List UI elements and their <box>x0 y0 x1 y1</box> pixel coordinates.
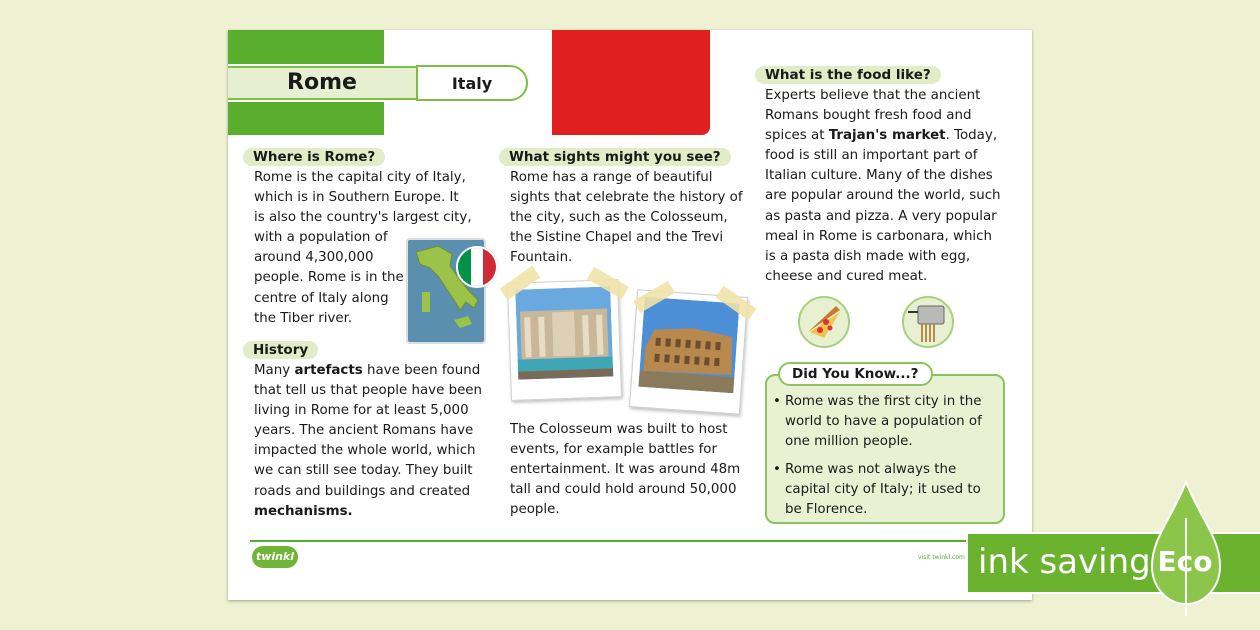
fact-item <box>773 392 995 452</box>
flag-green-stripe-bottom <box>228 102 384 135</box>
colosseum-text: The Colosseum was built to host events, for example battles for entertainment. It was around 48m tall and could hold around 50,000 people. <box>510 422 741 518</box>
food-text-part: . Today, food is still an important part of Italian culture. Many of the dishes are popular around the world, such as pasta and pizza. A very popular meal in Rome is carbonara, which is a pasta dish made with egg, cheese and cured meat. <box>765 128 1001 284</box>
flag-white-stripe <box>384 30 552 64</box>
fact-file-page <box>228 30 1032 600</box>
pizza-icon <box>798 296 850 348</box>
bullet-icon: • <box>773 394 781 409</box>
did-you-know-heading: Did You Know...? <box>778 362 933 386</box>
page-title: Rome <box>287 70 357 95</box>
history-text <box>254 361 494 522</box>
history-text-body: that tell us that people have been living in Rome for at least 5,000 years. The ancient Romans have impacted the whole world, which we can still see today. They built roads and buildings and created <box>254 383 483 499</box>
footer-divider <box>250 540 1010 542</box>
history-text-part: have been found <box>362 363 481 378</box>
sights-heading: What sights might you see? <box>499 148 731 166</box>
history-bold-term: artefacts <box>294 363 363 378</box>
history-bold-term: mechanisms. <box>254 503 353 519</box>
fact-text: Rome was the first city in the world to have a population of one million people. <box>785 394 982 449</box>
fact-item <box>773 460 995 520</box>
food-text-part: Experts believe that the ancient Romans bought fresh food and spices at <box>765 88 981 144</box>
flag-red-stripe <box>552 30 710 135</box>
sights-text: Rome has a range of beautiful sights that celebrate the history of the city, such as the Colosseum, the Sistine Chapel and the Trevi Fountain. <box>510 170 743 266</box>
visit-link[interactable]: visit twinkl.com <box>918 554 965 561</box>
eco-text: ink saving <box>978 542 1151 582</box>
bullet-icon: • <box>773 462 781 477</box>
where-text: Rome is the capital city of Italy, which is in Southern Europe. It is also the country's largest city, with a population of around 4,300,000 people. Rome is in the centre of Italy along the Tiber river. <box>254 170 472 326</box>
italian-flag-icon <box>456 246 498 288</box>
food-heading: What is the food like? <box>755 66 941 84</box>
flag-green-stripe-top <box>228 30 384 64</box>
history-text-part: Many <box>254 363 295 378</box>
country-label: Italy <box>416 65 528 101</box>
food-bold-term: Trajan's market <box>828 128 946 144</box>
where-heading: Where is Rome? <box>243 148 385 166</box>
history-heading: History <box>243 341 318 359</box>
twinkl-logo: twinkl <box>252 546 298 568</box>
trevi-fountain-photo <box>507 279 622 401</box>
fact-text: Rome was not always the capital city of Italy; it used to be Florence. <box>785 462 981 517</box>
eco-label: Eco <box>1157 545 1213 578</box>
pasta-maker-icon <box>902 296 954 348</box>
food-text <box>765 86 1015 287</box>
